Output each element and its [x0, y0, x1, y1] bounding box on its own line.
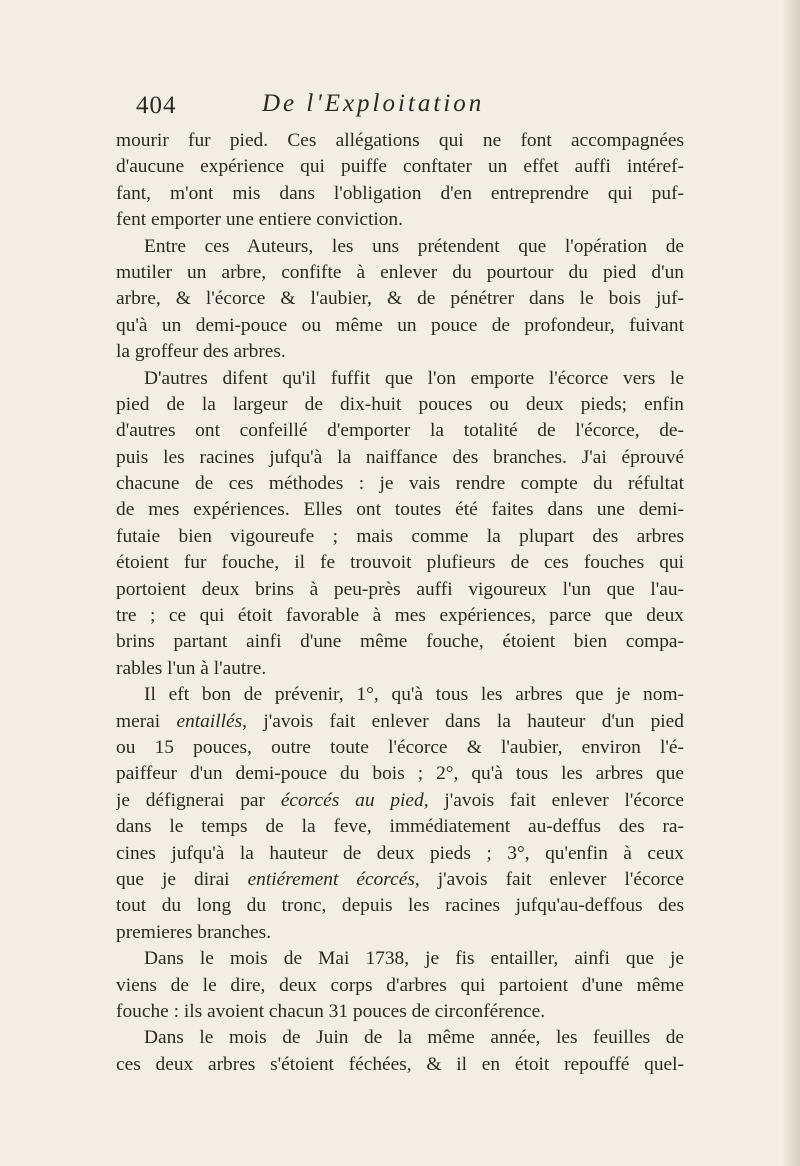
text-run: tre ; ce qui étoit favorable à mes expériences, parce que deux	[116, 605, 684, 627]
italic-term: entaillés	[176, 710, 243, 732]
text-run: Il eft bon de prévenir, 1°, qu'à tous les arbres que je nom-	[144, 684, 684, 706]
text-line	[116, 577, 684, 603]
text-line	[116, 709, 684, 735]
text-line	[116, 392, 684, 418]
italic-term: écorcés au pied	[280, 789, 424, 811]
text-line	[116, 841, 684, 867]
text-line	[116, 313, 684, 339]
text-line	[116, 999, 684, 1025]
text-line	[116, 788, 684, 814]
text-run: fant, m'ont mis dans l'obligation d'en entreprendre qui puf-	[116, 182, 684, 204]
text-run: Dans le mois de Mai 1738, je fis entailler, ainfi que je	[144, 948, 684, 970]
text-line	[116, 445, 684, 471]
text-run: ou 15 pouces, outre toute l'écorce & l'aubier, environ l'é-	[116, 736, 684, 758]
text-run: étoient fur fouche, il fe trouvoit plufieurs de ces fouches qui	[116, 552, 684, 574]
text-run: premieres branches.	[116, 921, 272, 943]
text-run: je défignerai par	[116, 789, 281, 811]
text-line	[116, 260, 684, 286]
text-run: dans le temps de la feve, immédiatement au-deffus des ra-	[116, 816, 684, 838]
text-run: mourir fur pied. Ces allégations qui ne font accompagnées	[116, 130, 684, 151]
text-run: , j'avois fait enlever l'écorce	[423, 789, 684, 811]
text-run: ces deux arbres s'étoient féchées, & il en étoit repouffé quel-	[116, 1053, 684, 1075]
text-line	[116, 524, 684, 550]
text-line	[116, 286, 684, 312]
text-run: la groffeur des arbres.	[116, 341, 286, 363]
text-line	[116, 735, 684, 761]
text-run: paiffeur d'un demi-pouce du bois ; 2°, qu'à tous les arbres que	[116, 763, 684, 785]
text-line	[116, 893, 684, 919]
page-number: 404	[136, 92, 177, 119]
text-line	[116, 973, 684, 999]
text-line	[116, 1025, 684, 1051]
text-run: arbre, & l'écorce & l'aubier, & de pénétrer dans le bois juf-	[116, 288, 684, 310]
text-line	[116, 181, 684, 207]
text-run: pied de la largeur de dix-huit pouces ou deux pieds; enfin	[116, 393, 684, 415]
body-text	[116, 128, 684, 1078]
text-line	[116, 629, 684, 655]
text-run: , j'avois fait enlever l'écorce	[414, 868, 684, 890]
text-line	[116, 550, 684, 576]
text-run: chacune de ces méthodes : je vais rendre compte du réfultat	[116, 473, 684, 495]
text-line	[116, 234, 684, 260]
text-run: de mes expériences. Elles ont toutes été faites dans une demi-	[116, 499, 684, 521]
text-line	[116, 946, 684, 972]
text-line	[116, 761, 684, 787]
text-run: , j'avois fait enlever dans la hauteur d'un pied	[242, 710, 684, 732]
text-run: mutiler un arbre, confifte à enlever du pourtour du pied d'un	[116, 261, 684, 283]
text-line	[116, 154, 684, 180]
italic-term: entiérement écorcés	[247, 868, 415, 890]
text-line	[116, 920, 684, 946]
text-line	[116, 682, 684, 708]
text-run: Entre ces Auteurs, les uns prétendent que l'opération de	[144, 235, 684, 257]
text-line	[116, 497, 684, 523]
text-line	[116, 867, 684, 893]
text-line	[116, 207, 684, 233]
text-run: futaie bien vigoureufe ; mais comme la plupart des arbres	[116, 525, 684, 547]
text-run: que je dirai	[116, 868, 248, 890]
text-run: puis les racines jufqu'à la naiffance des branches. J'ai éprouvé	[116, 446, 684, 468]
text-run: qu'à un demi-pouce ou même un pouce de profondeur, fuivant	[116, 314, 684, 336]
text-run: viens de le dire, deux corps d'arbres qui partoient d'une même	[116, 974, 684, 996]
text-run: d'autres ont confeillé d'emporter la totalité de l'écorce, de-	[116, 420, 684, 442]
text-line	[116, 339, 684, 365]
text-run: fouche : ils avoient chacun 31 pouces de circonférence.	[116, 1000, 546, 1022]
text-line	[116, 366, 684, 392]
text-line	[116, 1052, 684, 1078]
text-run: merai	[116, 710, 177, 732]
text-run: rables l'un à l'autre.	[116, 657, 267, 679]
page-header	[136, 90, 636, 130]
text-line	[116, 418, 684, 444]
text-run: cines jufqu'à la hauteur de deux pieds ; 3°, qu'enfin à ceux	[116, 842, 684, 864]
text-run: tout du long du tronc, depuis les racines jufqu'au-deffous des	[116, 895, 684, 917]
text-run: Dans le mois de Juin de la même année, les feuilles de	[144, 1027, 684, 1049]
text-run: fent emporter une entiere conviction.	[116, 209, 403, 231]
text-line	[116, 814, 684, 840]
text-line	[116, 603, 684, 629]
text-run: brins partant ainfi d'une même fouche, étoient bien compa-	[116, 631, 684, 653]
running-title: De l'Exploitation	[262, 90, 485, 117]
text-line	[116, 656, 684, 682]
text-line	[116, 471, 684, 497]
text-run: d'aucune expérience qui puiffe conftater un effet auffi intéref-	[116, 156, 684, 178]
page-edge-shadow	[782, 0, 800, 1166]
text-run: portoient deux brins à peu-près auffi vigoureux l'un que l'au-	[116, 578, 684, 600]
text-run: D'autres difent qu'il fuffit que l'on emporte l'écorce vers le	[144, 367, 684, 389]
text-line	[116, 128, 684, 154]
